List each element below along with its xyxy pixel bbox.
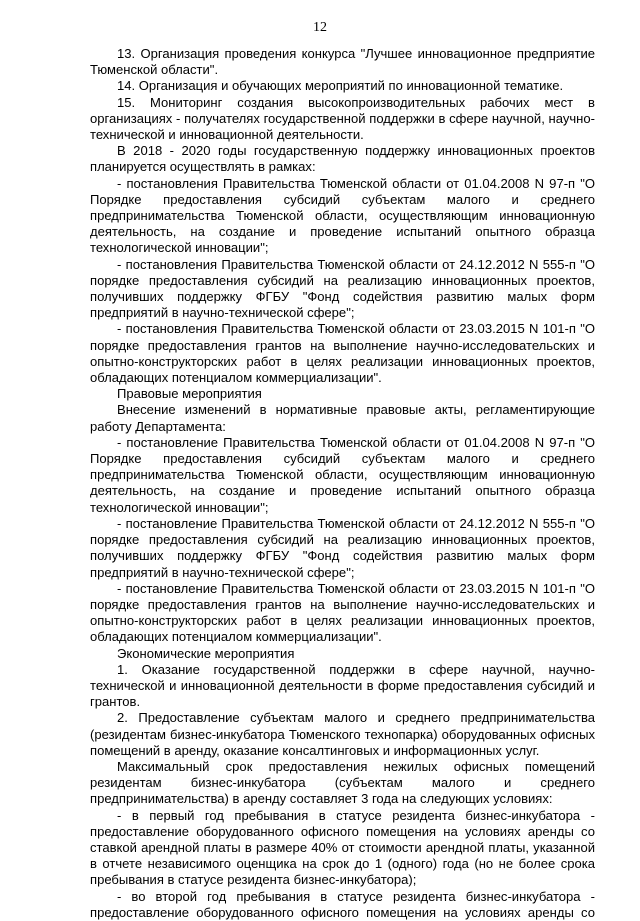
paragraph: Внесение изменений в нормативные правовые акты, регламентирующие работу Департамента: [90,402,595,434]
paragraph: - постановления Правительства Тюменской области от 23.03.2015 N 101-п "О порядке предоставления грантов на выполнение научно-исследовательских и опытно-конструкторских работ в целях реализации инновационных проектов, обладающих потенциалом коммерциализации". [90,321,595,386]
paragraph: - постановление Правительства Тюменской области от 01.04.2008 N 97-п "О Порядке предоставления субсидий субъектам малого и среднего предпринимательства Тюменской области, осуществляющим инновационную деятельность, на создание и проведение испытаний опытного образца технологической инновации"; [90,434,595,515]
page-number: 12 [313,20,327,35]
paragraph: - в первый год пребывания в статусе резидента бизнес-инкубатора - предоставление оборудованного офисного помещения на условиях аренды со ставкой арендной платы в размере 40% от стоимости арендной платы, указанной в отчете независимого оценщика на срок до 1 (одного) года (но не более срока пребывания в статусе резидента бизнес-инкубатора); [90,807,595,888]
paragraph: Максимальный срок предоставления нежилых офисных помещений резидентам бизнес-инкубатора (субъектам малого и среднего предпринимательства) в аренду составляет 3 года на следующих условиях: [90,758,595,807]
paragraph: 15. Мониторинг создания высокопроизводительных рабочих мест в организациях - получателях государственной поддержки в сфере научной, научно-технической и инновационной деятельности. [90,94,595,143]
document-body [90,46,595,921]
paragraph: - во второй год пребывания в статусе резидента бизнес-инкубатора - предоставление оборудованного офисного помещения на условиях аренды со [90,888,595,920]
paragraph: - постановления Правительства Тюменской области от 01.04.2008 N 97-п "О Порядке предоставления субсидий субъектам малого и среднего предпринимательства Тюменской области, осуществляющим инновационную деятельность, на создание и проведение испытаний опытного образца технологической инновации"; [90,175,595,256]
paragraph: 2. Предоставление субъектам малого и среднего предпринимательства (резидентам бизнес-инкубатора Тюменского технопарка) оборудованных офисных помещений в аренду, оказание консалтинговых и информационных услуг. [90,710,595,758]
paragraph: В 2018 - 2020 годы государственную поддержку инновационных проектов планируется осуществлять в рамках: [90,143,595,175]
paragraph: 1. Оказание государственной поддержки в сфере научной, научно-технической и инновационной деятельности в форме предоставления субсидий и грантов. [90,661,595,710]
section-heading: Экономические мероприятия [117,645,295,661]
paragraph: - постановление Правительства Тюменской области от 24.12.2012 N 555-п "О порядке предоставления субсидий на реализацию инновационных проектов, получивших поддержку ФГБУ "Фонд содействия развитию малых форм предприятий в научно-технической сфере"; [90,515,595,580]
paragraph: 13. Организация проведения конкурса "Лучшее инновационное предприятие Тюменской области". [90,46,595,78]
section-heading: Правовые мероприятия [117,386,262,402]
paragraph: 14. Организация и обучающих мероприятий по инновационной тематике. [117,78,564,94]
paragraph: - постановление Правительства Тюменской области от 23.03.2015 N 101-п "О порядке предоставления грантов на выполнение научно-исследовательских и опытно-конструкторских работ в целях реализации инновационных проектов, обладающих потенциалом коммерциализации". [90,580,595,645]
paragraph: - постановления Правительства Тюменской области от 24.12.2012 N 555-п "О порядке предоставления субсидий на реализацию инновационных проектов, получивших поддержку ФГБУ "Фонд содействия развитию малых форм предприятий в научно-технической сфере"; [90,256,595,321]
